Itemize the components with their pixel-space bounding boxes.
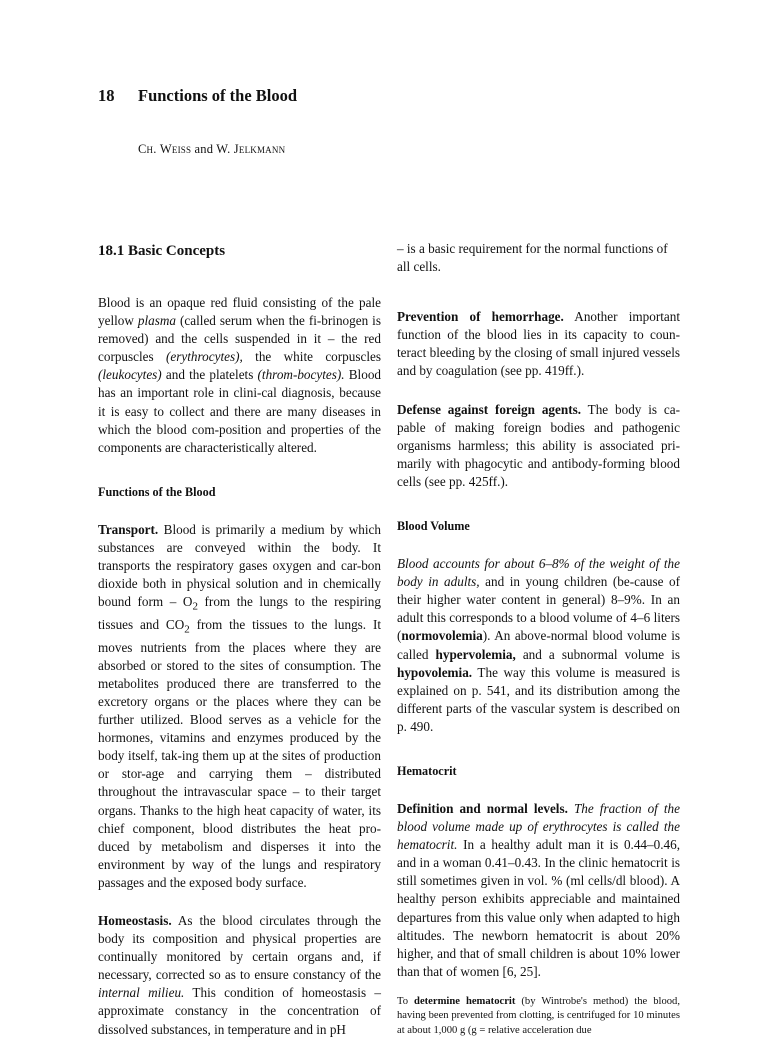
hematocrit-paragraph: Definition and normal levels. The fraction of the blood volume made up of erythrocytes is called the hematocrit. In a healthy adult man it is 0.44–0.46, and in a woman 0.41–0.43. In the clinic hematocrit is still sometimes given in vol. % (ml cells/dl blood). A healthy person exhibits appreciable and maintained departures from this value only when adapted to high altitudes. The newborn hematocrit is about 20% higher, and that of small children is about 10% lower than that of women [6, 25]. <box>397 800 680 979</box>
hematocrit-method-note: To determine hematocrit (by Wintrobe's method) the blood, having been prevented from clotting, is centrifuged for 10 minutes at about 1,000 g (g = relative acceleration due <box>397 995 681 1036</box>
blood-volume-paragraph: Blood accounts for about 6–8% of the weight of the body in adults, and in young children (be-cause of their higher water content in general) 8–9%. In an adult this corresponds to a blood volume of 4–6 liters (normovolemia). An above-normal blood volume is called hypervolemia, and a subnormal volume is hypovolemia. The way this volume is measured is explained on p. 541, and its distribution among the different parts of the vascular system is described on p. 490. <box>397 556 680 734</box>
chapter-heading <box>98 86 297 106</box>
hemorrhage-paragraph: Prevention of hemorrhage. Another important function of the blood lies in its capacity to coun-teract bleeding by the closing of small injured vessels and by coagulation (see pp. 419ff.). <box>397 309 680 379</box>
defense-paragraph: Defense against foreign agents. The body is ca-pable of making foreign bodies and pathogenic organisms harmless; this ability is associated pri-marily with phagocytic and antibody-forming blood cells (see pp. 425ff.). <box>397 401 680 489</box>
blood-volume-heading: Blood Volume <box>397 519 470 534</box>
right-column <box>397 240 680 1038</box>
chapter-title: Functions of the Blood <box>138 86 298 105</box>
intro-paragraph: Blood is an opaque red fluid consisting of the pale yellow plasma (called serum when the fi-brinogen is removed) and the cells suspended in it – the red corpuscles (erythrocytes), the white corpuscles (leukocytes) and the platelets (throm-bocytes). Blood has an important role in clini-cal diagnosis, because it is easy to collect and there are many diseases in which the blood com-position and properties of the components are characteristically altered. <box>98 295 382 455</box>
left-column <box>98 240 381 1039</box>
section-title: 18.1 Basic Concepts <box>98 243 226 259</box>
chapter-authors: Ch. Weiss and W. Jelkmann <box>138 142 286 156</box>
transport-paragraph: Transport. Blood is primarily a medium by which substances are conveyed within the body. It transports the respiratory gases oxygen and car-bon dioxide both in physical solution and in chemically bound form – $O_2$ from the lungs to the respiring tissues and $CO_2$ from the tissues to the lungs. It moves nutrients from the places where they are absorbed or stored to the sites of consumption. The metabolites produced there are transferred to the excretory organs or the places where they can be further utilized. Blood serves as a vehicle for the hormones, vitamins and enzymes produced by the body itself, tak-ing them up at the sites of production or stor-age and carrying them – distributed throughout the intravascular space – to their target organs. Thanks to the high heat capacity of water, its chief component, blood distributes the heat pro-duced by metabolism and disperses it into the environment by way of the lungs and respiratory passages and the exposed body surface. <box>98 521 382 890</box>
homeostasis-paragraph: Homeostasis. As the blood circulates through the body its composition and physical properties are continually monitored by certain organs and, if necessary, corrected so as to ensure constancy of the internal milieu. This condition of homeostasis – approximate constancy in the concentration of dissolved substances, in temperature and in pH <box>98 913 381 1037</box>
continuation-paragraph: – is a basic requirement for the normal functions of all cells. <box>397 241 668 275</box>
chapter-number: 18 <box>98 86 115 105</box>
hematocrit-heading: Hematocrit <box>397 763 457 778</box>
functions-heading: Functions of the Blood <box>98 484 216 499</box>
